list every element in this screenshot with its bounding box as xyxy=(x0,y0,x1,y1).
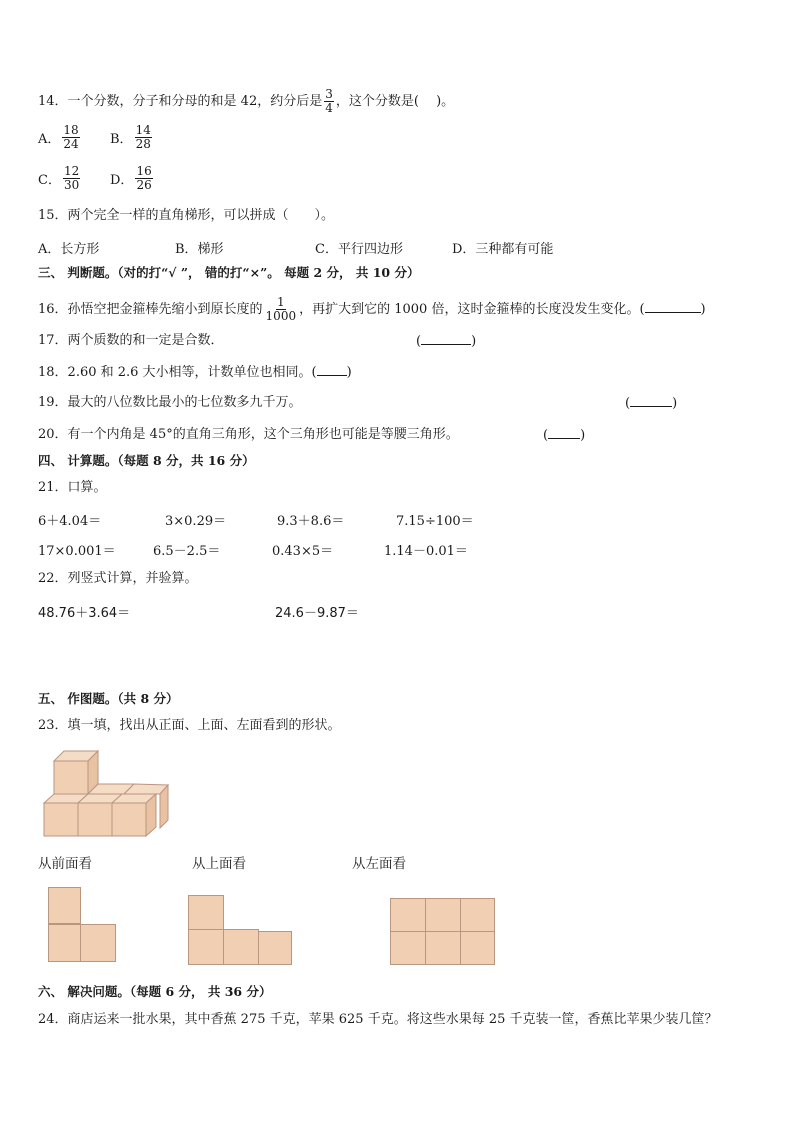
vertical-calc-item: 48.76＋3.64＝ xyxy=(38,606,131,621)
question-24: 24．商店运来一批水果，其中香蕉 275 千克，苹果 625 千克。将这些水果每 25 千克装一筐，香蕉比苹果少装几筐？ xyxy=(38,1012,718,1027)
paren-close: ) xyxy=(346,365,352,380)
fraction-numerator: 12 xyxy=(63,164,80,178)
view-square xyxy=(258,931,292,965)
answer-blank[interactable] xyxy=(548,426,580,439)
fraction-denominator: 28 xyxy=(135,137,151,151)
option-label: A． xyxy=(38,132,61,147)
cube-front-face xyxy=(54,761,88,794)
section-6-heading: 六、 解决问题。（每题 6 分， 共 36 分） xyxy=(38,984,272,999)
q14-text: 14．一个分数，分子和分母的和是 42，约分后是 xyxy=(38,94,323,109)
answer-blank[interactable] xyxy=(317,363,347,376)
view-square xyxy=(460,898,495,932)
fraction-numerator: 18 xyxy=(63,123,79,137)
option-label: D． xyxy=(110,173,134,188)
calc-item: 3×0.29＝ xyxy=(165,514,227,529)
view-label-top: 从上面看 xyxy=(192,856,246,872)
paren-close: ) xyxy=(700,302,706,317)
view-square xyxy=(223,929,259,965)
calc-item: 6＋4.04＝ xyxy=(38,514,102,529)
question-16 xyxy=(38,296,706,323)
question-20: 20．有一个内角是 45°的直角三角形，这个三角形也可能是等腰三角形。 xyxy=(38,427,459,442)
cube-front-face xyxy=(44,803,78,836)
calc-item: 1.14－0.01＝ xyxy=(384,544,468,559)
calc-item: 7.15÷100＝ xyxy=(396,514,474,529)
q15-option-b[interactable]: B．梯形 xyxy=(175,242,224,257)
view-square xyxy=(425,898,461,932)
paren-close: ) xyxy=(471,334,477,349)
view-square xyxy=(48,924,81,962)
option-label: B． xyxy=(110,132,133,147)
q14-text-after: ，这个分数是( )。 xyxy=(335,94,455,109)
fraction-denominator: 30 xyxy=(63,178,80,192)
cube-front-face xyxy=(112,803,146,836)
q16-fraction xyxy=(265,296,298,323)
cube-arrangement-figure xyxy=(40,748,175,840)
answer-blank[interactable] xyxy=(630,394,672,407)
fraction-denominator: 24 xyxy=(63,137,79,151)
calc-item: 9.3＋8.6＝ xyxy=(277,514,345,529)
q14-fraction xyxy=(324,88,334,115)
fraction-denominator: 4 xyxy=(325,101,333,115)
answer-blank[interactable] xyxy=(421,332,471,345)
fraction-numerator: 14 xyxy=(135,123,151,137)
paren-close: ) xyxy=(672,396,678,411)
view-square xyxy=(80,924,116,962)
q17-answer xyxy=(416,332,476,349)
q19-answer xyxy=(625,394,677,411)
q14-option-a[interactable] xyxy=(38,124,82,151)
paren-open: ( xyxy=(625,396,631,411)
answer-blank[interactable] xyxy=(645,300,701,313)
view-square xyxy=(460,931,495,965)
view-label-left: 从左面看 xyxy=(352,856,406,872)
view-square xyxy=(390,898,426,932)
q14-option-c[interactable] xyxy=(38,165,82,192)
question-23: 23．填一填，找出从正面、上面、左面看到的形状。 xyxy=(38,718,341,733)
question-21: 21．口算。 xyxy=(38,480,107,495)
question-19: 19．最大的八位数比最小的七位数多九千万。 xyxy=(38,395,302,410)
fraction-numerator: 1 xyxy=(277,295,285,309)
option-label: C． xyxy=(38,173,61,188)
calc-item: 0.43×5＝ xyxy=(272,544,334,559)
paren-open: ( xyxy=(416,334,422,349)
q16-text-after: ，再扩大到它的 1000 倍，这时金箍棒的长度没发生变化。( xyxy=(299,302,645,317)
question-15: 15．两个完全一样的直角梯形，可以拼成（ ）。 xyxy=(38,208,335,223)
view-square xyxy=(188,895,224,930)
q15-option-c[interactable]: C．平行四边形 xyxy=(315,242,403,257)
paren-open: ( xyxy=(543,428,549,443)
question-14 xyxy=(38,88,454,115)
view-square xyxy=(48,887,81,924)
question-17: 17．两个质数的和一定是合数． xyxy=(38,333,224,348)
view-square xyxy=(390,931,426,965)
q15-option-a[interactable]: A．长方形 xyxy=(38,242,100,257)
q15-option-d[interactable]: D．三种都有可能 xyxy=(452,242,554,257)
q14-option-b[interactable] xyxy=(110,124,154,151)
calc-item: 17×0.001＝ xyxy=(38,544,116,559)
section-4-heading: 四、 计算题。（每题 8 分，共 16 分） xyxy=(38,453,255,468)
q14-option-d[interactable] xyxy=(110,165,155,192)
q20-answer xyxy=(543,426,585,443)
q18-text: 18．2.60 和 2.6 大小相等，计数单位也相同。( xyxy=(38,365,317,380)
question-22: 22．列竖式计算，并验算。 xyxy=(38,571,198,586)
section-5-heading: 五、 作图题。（共 8 分） xyxy=(38,691,179,706)
view-label-front: 从前面看 xyxy=(38,856,92,872)
section-3-heading: 三、 判断题。（对的打“√ ”， 错的打“×”。 每题 2 分， 共 10 分） xyxy=(38,265,420,280)
view-square xyxy=(425,931,461,965)
fraction-numerator: 3 xyxy=(325,87,333,101)
fraction-numerator: 16 xyxy=(136,164,152,178)
view-square xyxy=(188,929,224,965)
cube-front-face xyxy=(78,803,112,836)
calc-item: 6.5－2.5＝ xyxy=(153,544,221,559)
fraction-denominator: 26 xyxy=(136,178,152,192)
paren-close: ) xyxy=(580,428,586,443)
vertical-calc-item: 24.6－9.87＝ xyxy=(275,606,359,621)
fraction-denominator: 1000 xyxy=(265,309,297,323)
q16-text: 16．孙悟空把金箍棒先缩小到原长度的 xyxy=(38,302,263,317)
question-18 xyxy=(38,363,352,382)
